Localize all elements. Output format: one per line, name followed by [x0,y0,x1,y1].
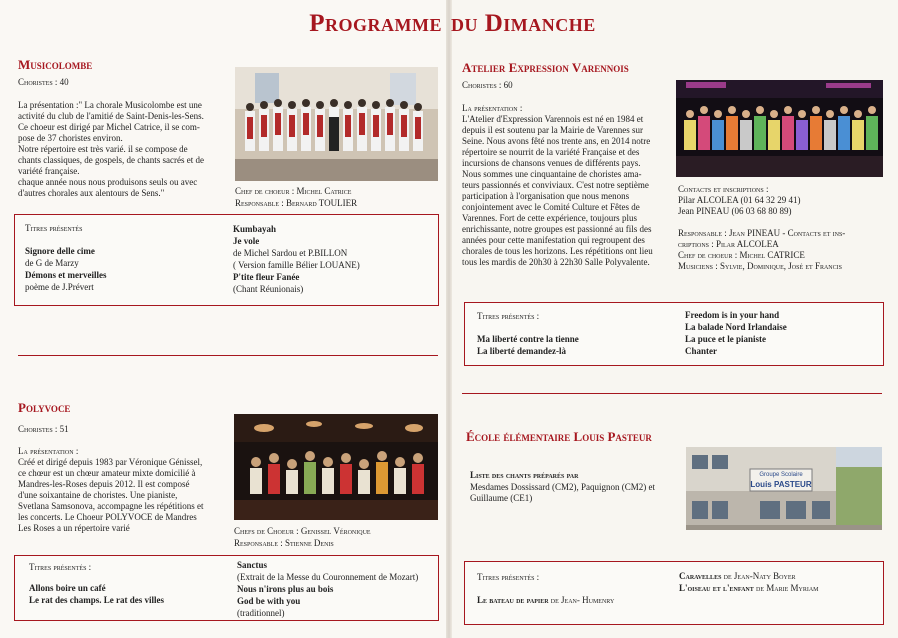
song-credit: ( Version famille Bélier LOUANE) [233,260,360,270]
song-title: Sanctus [237,560,268,570]
section-divider [462,393,882,394]
text-line: enrichissante, notre groupes est passionné au fils des [462,224,652,234]
song-title: Chanter [685,346,717,356]
pasteur-titres-box [464,561,884,625]
song-credit: (Extrait de la Messe du Couronnement de Mozart) [237,572,419,582]
pasteur-liste [470,482,680,504]
text-line: Seine. Nous avons fêté nos trente ans, en 2014 notre [462,136,651,146]
song-title: P'tite fleur Fanée [233,272,300,282]
varennois-contact-2: Jean PINEAU (06 03 68 80 89) [678,206,792,216]
titres-label: Titres présentés : [29,562,92,572]
school-sign [750,469,812,491]
song-title: Signore delle cime [25,246,95,256]
song-title: Caravelles [679,571,722,581]
song-title: Je vole [233,236,260,246]
titres-label: Titres présentés : [477,572,540,582]
song-credit: (Chant Réunionais) [233,284,304,294]
text-line: Nous sommes une cinquantaine de choristes ama- [462,169,642,179]
song-entry [477,594,614,606]
school-sign-line: Groupe Scolaire [759,472,803,478]
text-line: Mandres-les-Roses depuis 2012. Il est composé [18,479,190,489]
song-title: La balade Nord Irlandaise [685,322,787,332]
polyvoce-titres-box [14,555,439,621]
song-entry [679,582,819,594]
text-line: Créé et dirigé depuis 1983 par Véronique Génissel, [18,457,203,467]
text-line: Notre répertoire est très varié. il se compose de [18,144,188,154]
pasteur-photo [686,447,882,530]
text-line: d'autres chorales aux alentours de Sens." [18,188,165,198]
page-fold [446,0,452,638]
musicolombe-choristes: Choristes : 40 [18,77,69,87]
polyvoce-heading: Polyvoce [18,400,71,415]
text-line: Les Roses a un répertoire varié [18,523,130,533]
song-credit: poème de J.Prévert [25,282,94,292]
school-sign-line: Louis PASTEUR [750,480,812,489]
titres-label: Titres présentés [25,223,83,233]
text-line: conjointement avec le Comité Culture et Fêtes de [462,202,640,212]
varennois-heading: Atelier Expression Varennois [462,60,629,75]
varennois-presentation [462,114,666,268]
section-divider [18,355,438,356]
text-line: Responsable : Jean PINEAU - Contacts et ins- [678,228,846,238]
song-title: Kumbayah [233,224,277,234]
song-credit: de Michel Sardou et P.BILLON [233,248,348,258]
text-line: La présentation :" La chorale Musicolombe est une [18,100,202,110]
song-title: Le bateau de papier [477,595,549,605]
song-title: La liberté demandez-là [477,346,566,356]
page-title-right: du Dimanche [451,10,596,37]
varennois-choristes: Choristes : 60 [462,80,513,90]
song-credit: de Jean- Humenry [548,595,615,605]
text-line: La présentation : [18,446,79,456]
song-title: L'oiseau et l'enfant [679,583,754,593]
song-credit: de Marie Myriam [753,583,819,593]
song-title: Allons boire un café [29,583,106,593]
text-line: Mesdames Dossissard (CM2), Paquignon (CM2) et [470,482,655,492]
text-line: variété française. [18,166,80,176]
musicolombe-heading: Musicolombe [18,57,93,72]
text-line: Guillaume (CE1) [470,493,533,503]
song-credit: de G de Marzy [25,258,79,268]
varennois-contacts-label: Contacts et inscriptions : [678,184,769,194]
song-title: Nous n'irons plus au bois [237,584,334,594]
text-line: Chef de choeur : Michel CATRICE [678,250,805,260]
text-line: chants classiques, de gospels, de chants sacrés et de [18,155,204,165]
text-line: ce chœur est un chœur amateur mixte domicilié à [18,468,196,478]
musicolombe-presentation [18,100,224,199]
varennois-credits [678,228,884,272]
text-line: tous les mardis de 20h30 à 22h30 Salle Polyvalente. [462,257,650,267]
song-entry [679,570,796,582]
song-title: Le rat des champs. Le rat des villes [29,595,164,605]
varennois-titres-box [464,302,884,366]
text-line: Varennes. Fort de cette expérience, toujours plus [462,213,637,223]
song-credit: de Jean-Naty Boyer [721,571,796,581]
musicolombe-titres-box [14,214,439,306]
musicolombe-responsable: Responsable : Bernard TOULIER [235,198,358,208]
text-line: années pour cette manifestation qui regroupent des [462,235,645,245]
text-line: L'Atelier d'Expression Varennois est né en 1984 et [462,114,644,124]
text-line: criptions : Pilar ALCOLEA [678,239,779,249]
text-line: depuis il est soutenu par la Mairie de Varennes sur [462,125,644,135]
song-title: Freedom is in your hand [685,310,780,320]
text-line: répertoire se nourrit de la variété Française et des [462,147,640,157]
text-line: Ce choeur est dirigé par Michel Catrice, il se com- [18,122,200,132]
varennois-contact-1: Pilar ALCOLEA (01 64 32 29 41) [678,195,801,205]
varennois-photo [676,80,883,177]
text-line: d'une soixantaine de choristes. Une pianiste, [18,490,178,500]
pasteur-heading: École élémentaire Louis Pasteur [466,429,652,444]
song-credit: (traditionnel) [237,608,285,618]
text-line: Musiciens : Sylvie, Dominique, José et Francis [678,261,842,271]
pasteur-liste-label: Liste des chants préparés par [470,470,579,480]
song-title: God be with you [237,596,301,606]
text-line: chorales de tous les horizons. Les répétitions ont lieu [462,246,653,256]
titres-label: Titres présentés : [477,311,540,321]
text-line: chaque année nous nous produisons seuls ou avec [18,177,198,187]
polyvoce-presentation [18,446,223,534]
text-line: teurs passionnés et conviviaux. C'est notre septième [462,180,649,190]
text-line: Svetlana Samsonova, accompagne les répétitions et [18,501,204,511]
polyvoce-responsable: Responsable : Stienne Denis [234,538,334,548]
musicolombe-chef: Chef de choeur : Michel Catrice [235,186,352,196]
musicolombe-photo [235,67,438,181]
song-title: Ma liberté contre la tienne [477,334,579,344]
text-line: activité du club de l'amitié de Saint-Denis-les-Sens. [18,111,204,121]
polyvoce-photo [234,414,438,520]
text-line: incursions de chansons venues de différents pays. [462,158,641,168]
page-title-left: Programme [309,10,442,37]
song-title: La puce et le pianiste [685,334,766,344]
polyvoce-choristes: Choristes : 51 [18,424,69,434]
polyvoce-chef: Chefs de Choeur : Genissel Véronique [234,526,371,536]
varennois-presentation-label: La présentation : [462,103,523,113]
text-line: pose de 37 choristes environ. [18,133,123,143]
text-line: participation à l'organisation que nous menons [462,191,630,201]
text-line: les concerts. Le Choeur POLYVOCE de Mandres [18,512,197,522]
song-title: Démons et merveilles [25,270,107,280]
